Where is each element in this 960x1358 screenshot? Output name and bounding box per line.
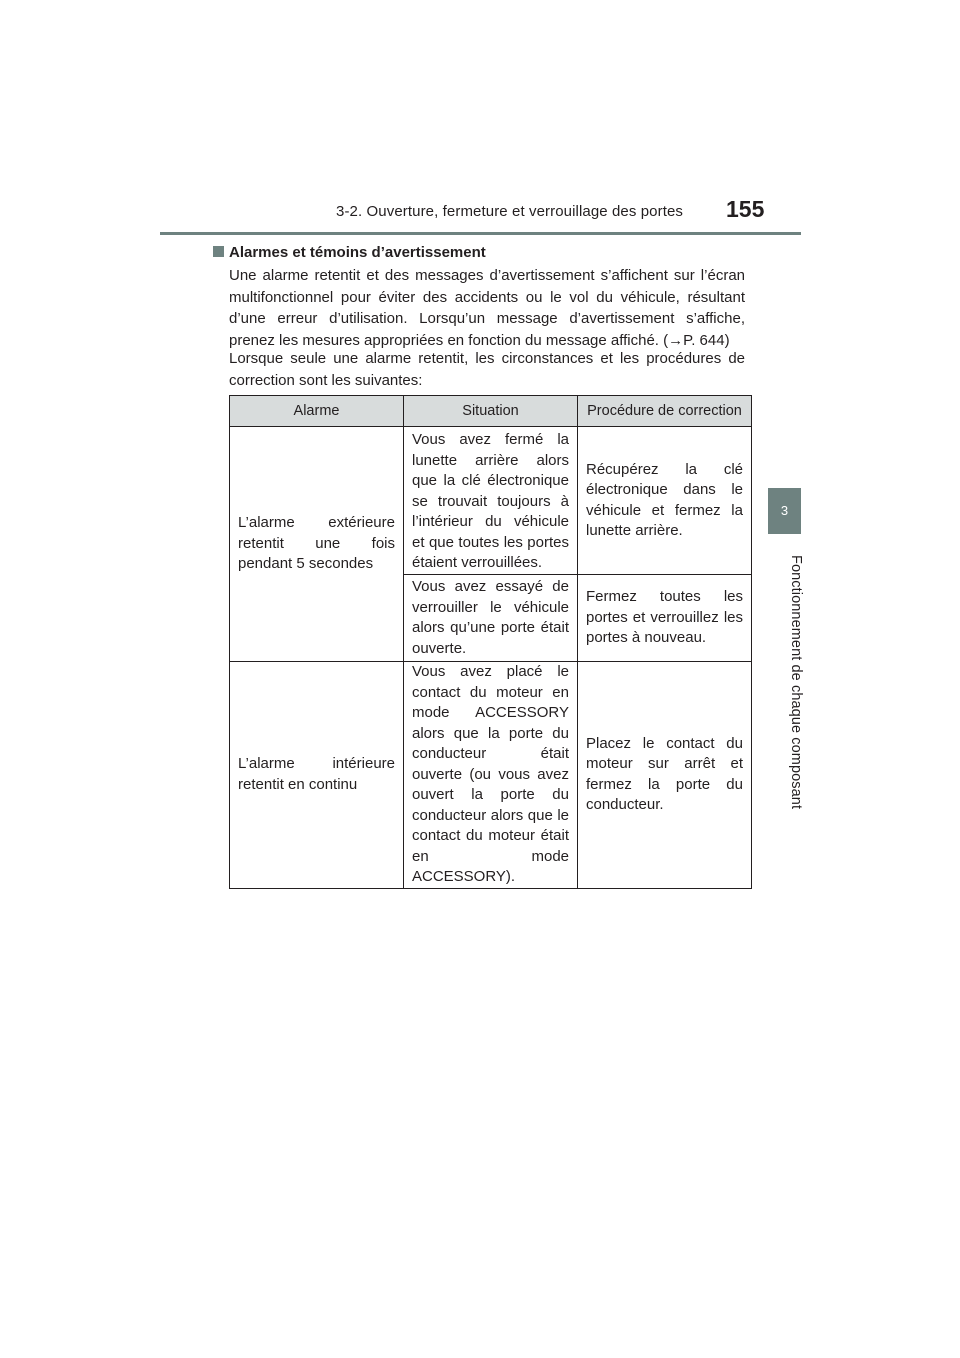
situation-cell: Vous avez essayé de verrouiller le véhicule alors qu’une porte était ouverte. (404, 575, 578, 662)
page-number: 155 (726, 196, 765, 222)
correction-cell: Fermez toutes les portes et verrouillez les portes à nouveau. (578, 575, 752, 662)
intro-paragraph: Une alarme retentit et des messages d’avertissement s’affichent sur l’écran multifonctionnel pour éviter des accidents ou le vol du véhicule, résultant d’une erreur d’utilisation. Lorsqu’un message d’avertissement s’affiche, prenez les mesures appropriées en fonction du message affiché. (→P. 644) (229, 267, 745, 349)
section-heading-text: Alarmes et témoins d’avertissement (229, 244, 486, 261)
alarm-cell: L’alarme extérieure retentit une fois pendant 5 secondes (230, 427, 404, 662)
chapter-tab: 3 (768, 488, 801, 534)
header-cell-alarm: Alarme (230, 396, 404, 427)
chapter-title: Fonctionnement de chaque composant (788, 555, 804, 810)
alarm-cell: L’alarme intérieure retentit en continu (230, 662, 404, 889)
square-bullet-icon (213, 246, 224, 257)
table-header-row (230, 396, 752, 427)
header-cell-correction: Procédure de correction (578, 396, 752, 427)
header-divider (160, 232, 801, 235)
table-row (230, 427, 752, 575)
header-cell-situation: Situation (404, 396, 578, 427)
correction-cell: Placez le contact du moteur sur arrêt et fermez la porte du conducteur. (578, 662, 752, 889)
table-intro-paragraph: Lorsque seule une alarme retentit, les circonstances et les procédures de correction sont les suivantes: (229, 350, 745, 389)
alarm-table (229, 395, 752, 889)
correction-cell: Récupérez la clé électronique dans le véhicule et fermez la lunette arrière. (578, 427, 752, 575)
section-title: 3-2. Ouverture, fermeture et verrouillage des portes (336, 203, 684, 220)
section-heading (213, 244, 486, 261)
situation-cell: Vous avez fermé la lunette arrière alors que la clé électronique se trouvait toujours à l’intérieur du véhicule et que toutes les portes étaient verrouillées. (404, 427, 578, 575)
table-row (230, 662, 752, 889)
situation-cell: Vous avez placé le contact du moteur en mode ACCESSORY alors que la porte du conducteur était ouverte (ou vous avez ouvert la porte du conducteur alors que le contact du moteur était en mode ACCESSORY). (404, 662, 578, 889)
